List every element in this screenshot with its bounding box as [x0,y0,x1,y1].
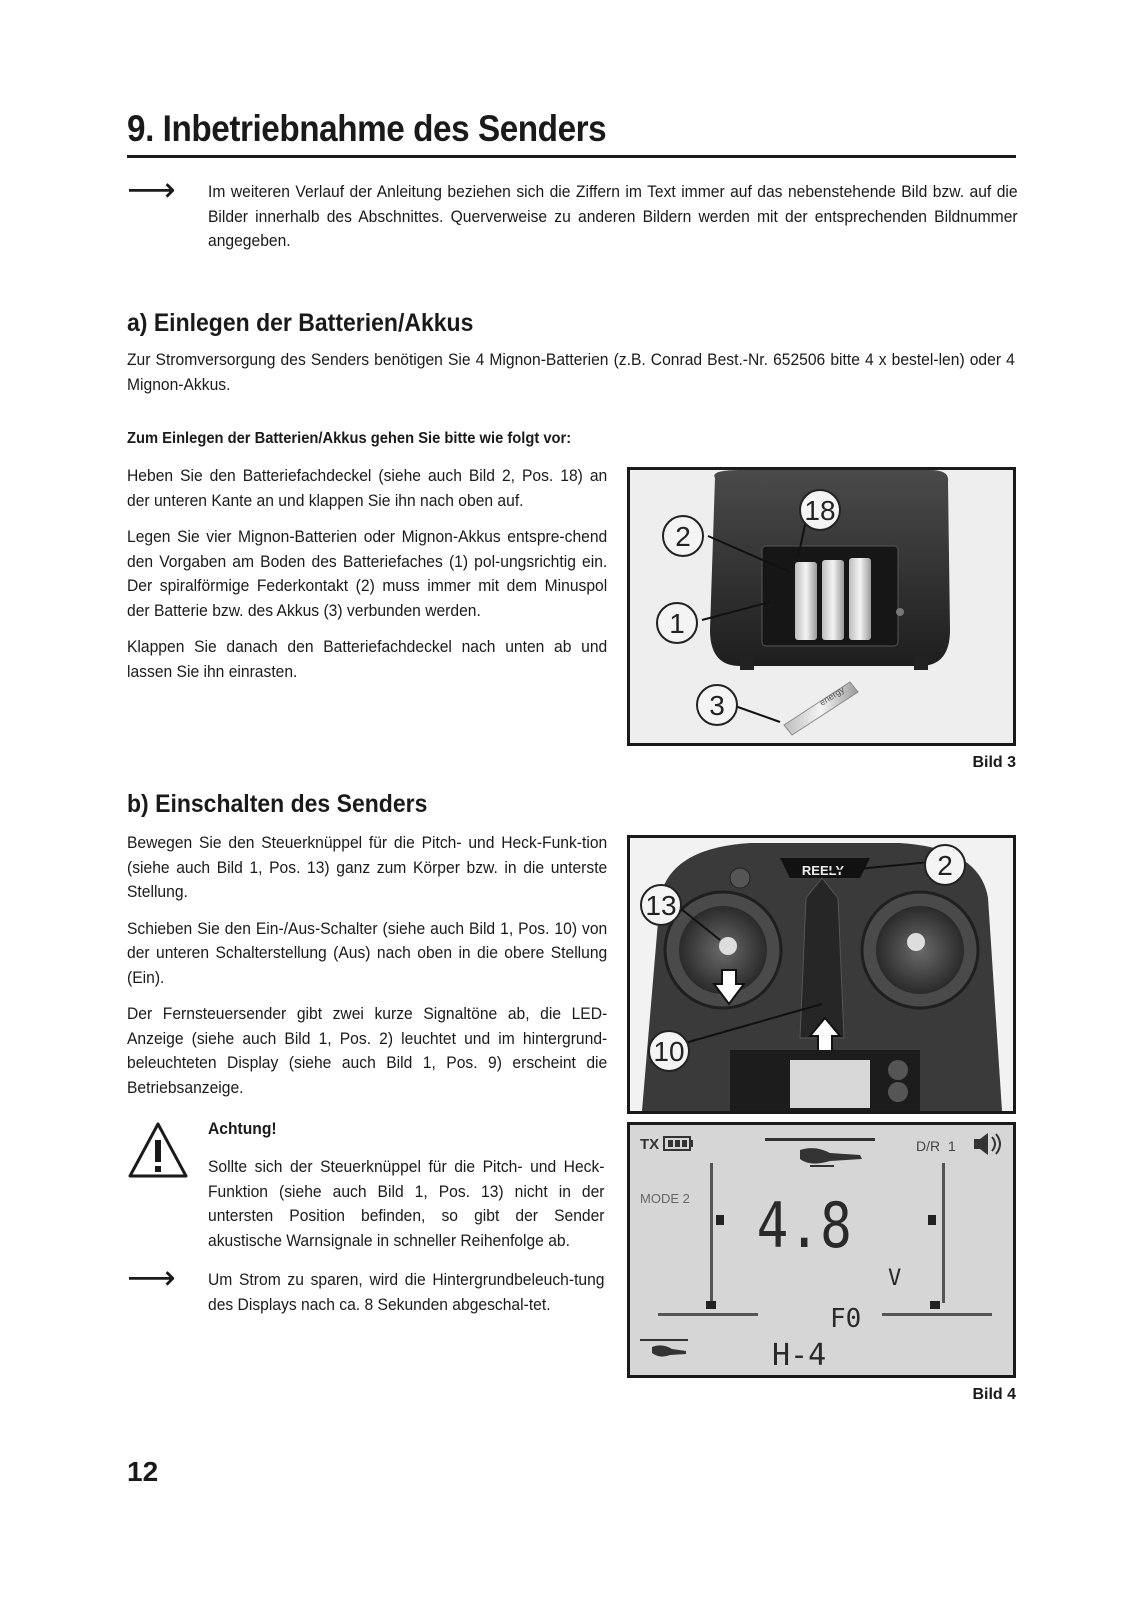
intro-note-text: Im weiteren Verlauf der Anleitung beziehen sich die Ziffern im Text immer auf das nebenstehende Bild bzw. auf die Bilder innerhalb des Abschnittes. Querverweise zu anderen Bildern werden mit der entsprechenden Bildnummer angegeben. [208,182,1018,250]
callout-3: 3 [709,690,725,721]
title-rule [127,155,1016,158]
section-a-instruction-head: Zum Einlegen der Batterien/Akkus gehen Sie bitte wie folgt vor: [127,430,572,447]
paragraph: Schieben Sie den Ein-/Aus-Schalter (siehe auch Bild 1, Pos. 10) von der unteren Schalterstellung (Aus) nach oben in die obere Stellung (Ein). [127,918,608,987]
lcd-flight-mode: F0 [830,1304,862,1334]
power-note-text: Um Strom zu sparen, wird die Hintergrundbeleuch-tung des Displays nach ca. 8 Sekunden abgeschal-tet. [208,1270,605,1314]
lcd-display [630,1125,1013,1375]
paragraph: Der Fernsteuersender gibt zwei kurze Signaltöne ab, die LED-Anzeige (siehe auch Bild 1, Pos. 2) leuchtet und im hintergrund-beleuchteten Display (siehe auch Bild 1, Pos. 9) erscheint die Betriebsanzeige. [127,1004,608,1097]
battery-compartment-photo [630,470,1013,743]
warning-triangle-icon [127,1121,189,1179]
callout-2: 2 [675,521,691,552]
section-a-body [127,464,607,696]
brand-logo: REELY [801,863,845,878]
lcd-voltage: 4.8 [756,1189,852,1263]
paragraph: Bewegen Sie den Steuerknüppel für die Pitch- und Heck-Funk-tion (siehe auch Bild 1, Pos. 13) ganz zum Körper bzw. in die unterste Stellung. [127,833,608,901]
lcd-tx-label: TX [640,1136,660,1153]
paragraph: Heben Sie den Batteriefachdeckel (siehe auch Bild 2, Pos. 18) an der unteren Kante an und klappen Sie ihn nach oben auf. [127,466,608,510]
section-b-title: b) Einschalten des Senders [127,790,428,818]
lcd-mode-label: MODE 2 [640,1191,690,1206]
section-a-intro-text: Zur Stromversorgung des Senders benötigen Sie 4 Mignon-Batterien (z.B. Conrad Best.-Nr. 652506 bitte 4 x bestel-len) oder 4 Mignon-Akkus. [127,350,1015,394]
arrow-right-icon: ⟶ [127,170,176,210]
figure-lcd-display [627,1122,1016,1378]
callout-18: 18 [804,495,836,526]
figure-battery-compartment [627,467,1016,746]
transmitter-photo [630,838,1013,1111]
section-a-intro [127,348,1015,409]
warning-title: Achtung! [208,1119,277,1138]
callout-10: 10 [653,1036,685,1067]
callout-2: 2 [937,850,953,881]
figure-transmitter-front [627,835,1016,1114]
figure-caption-bild4: Bild 4 [972,1386,1016,1403]
power-note [208,1268,605,1329]
battery-label: energy [817,684,847,708]
warning-body [208,1155,605,1265]
warning-text: Sollte sich der Steuerknüppel für die Pitch- und Heck-Funktion (siehe auch Bild 1, Pos. 13) nicht in der untersten Position befinden, so gibt der Sender akustische Warnsignale in schneller Reihenfolge ab. [208,1157,605,1250]
paragraph: Klappen Sie danach den Batteriefachdeckel nach unten ab und lassen Sie ihn einrasten. [127,637,608,681]
lcd-dr-value: 1 [948,1138,956,1154]
callout-13: 13 [645,890,677,921]
figure-caption-bild3: Bild 3 [972,754,1016,771]
section-a-title: a) Einlegen der Batterien/Akkus [127,309,474,337]
page-title: 9. Inbetriebnahme des Senders [127,108,607,149]
callout-1: 1 [669,608,685,639]
paragraph: Legen Sie vier Mignon-Batterien oder Mignon-Akkus entspre-chend den Vorgaben am Boden des Batteriefaches (1) pol-ungsrichtig ein. Der spiralförmige Federkontakt (2) muss immer mit dem Minuspol der Batterie bzw. des Akkus (3) verbunden werden. [127,527,608,620]
lcd-model-name: H-4 [772,1338,827,1373]
section-b-body [127,831,607,1112]
page-number: 12 [127,1456,159,1487]
lcd-dr-label: D/R [916,1138,941,1154]
lcd-voltage-unit: V [888,1266,902,1291]
intro-note [208,180,1018,266]
arrow-right-icon: ⟶ [127,1258,176,1298]
